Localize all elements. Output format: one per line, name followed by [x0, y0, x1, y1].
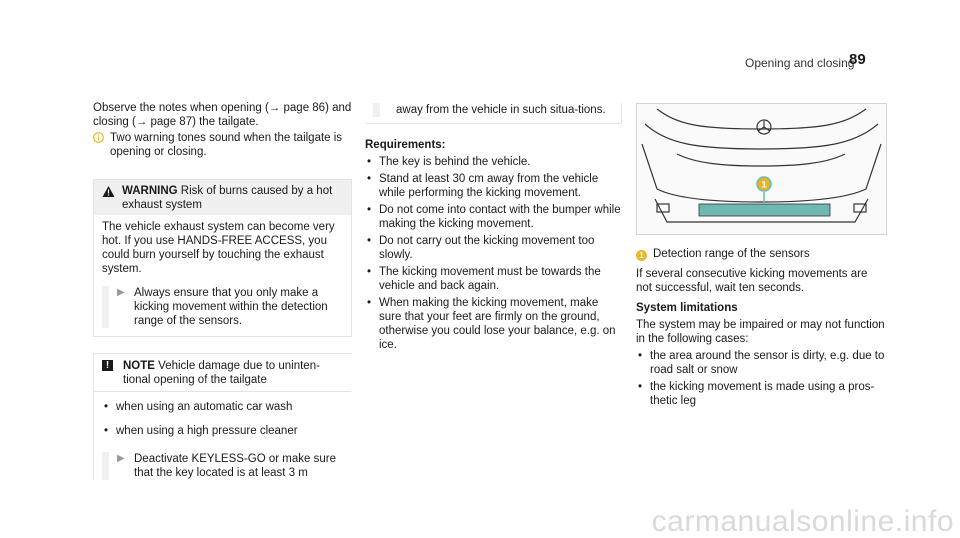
note-box	[93, 353, 351, 480]
vehicle-rear-drawing	[637, 104, 886, 234]
warning-title: Risk of burns caused by a hot exhaust system	[122, 185, 333, 211]
requirements-list	[365, 155, 623, 352]
action-bar	[102, 452, 109, 480]
limitations-list	[636, 349, 886, 408]
warning-triangle-icon	[102, 185, 115, 198]
list-item: • the area around the sensor is dirty, e.g. due to road salt or snow	[636, 349, 886, 377]
warning-body	[94, 215, 351, 336]
note-title: Vehicle damage due to uninten-tional opening of the tailgate	[123, 360, 320, 386]
caption	[636, 247, 886, 261]
illustration-callout: 1	[761, 179, 767, 190]
list-item: • Stand at least 30 cm away from the vehicle while performing the kicking movement.	[365, 172, 623, 200]
section-title: Opening and closing	[745, 56, 855, 70]
note-header	[94, 354, 351, 392]
page-number: 89	[849, 51, 866, 68]
warning-action-text: Always ensure that you only make a kicking movement within the detection range of the sensors.	[134, 287, 328, 327]
warning-label: WARNING	[122, 185, 178, 197]
list-item: • when using a high pressure cleaner	[102, 424, 343, 438]
column-right	[636, 103, 886, 408]
note-continued	[365, 103, 622, 124]
column-middle	[365, 103, 623, 352]
action-arrow-icon: ▶	[117, 287, 125, 298]
action-arrow-icon: ▶	[117, 453, 125, 464]
caption-text: Detection range of the sensors	[653, 248, 810, 260]
callout-badge: 1	[636, 250, 647, 261]
note-action-text: Deactivate KEYLESS-GO or make sure that the key located is at least 3 m	[134, 453, 336, 479]
requirements-heading: Requirements:	[365, 139, 446, 151]
warning-action	[102, 286, 343, 328]
limitations-intro: The system may be impaired or may not function in the following cases:	[636, 319, 885, 345]
note-body	[94, 392, 351, 480]
vehicle-rear-illustration	[636, 103, 887, 235]
list-item: • the kicking movement is made using a pros-thetic leg	[636, 380, 886, 408]
list-item: • The kicking movement must be towards the vehicle and back again.	[365, 265, 623, 293]
note-bullets	[102, 400, 343, 438]
note-continued-text: away from the vehicle in such situa-tions.	[396, 104, 606, 116]
action-bar	[102, 286, 109, 328]
list-item: • Do not come into contact with the bumper while making the kicking movement.	[365, 203, 623, 231]
limitations-heading: System limitations	[636, 302, 738, 314]
paragraph: If several consecutive kicking movements are not successful, wait ten seconds.	[636, 268, 868, 294]
note-exclamation-icon: !	[102, 360, 113, 371]
info-icon	[93, 132, 104, 143]
watermark: carmanualsonline.info	[651, 505, 954, 538]
list-item: • When making the kicking movement, make sure that your feet are firmly on the ground, otherwise you could lose your balance, e.g. on ice.	[365, 296, 623, 352]
warning-heading	[122, 184, 343, 212]
intro-text: Observe the notes when opening (→ page 86) and closing (→ page 87) the tailgate.	[93, 102, 352, 128]
list-item: • Do not carry out the kicking movement too slowly.	[365, 234, 623, 262]
note-label: NOTE	[123, 360, 155, 372]
column-left	[93, 101, 353, 480]
warning-text: The vehicle exhaust system can become very hot. If you use HANDS-FREE ACCESS, you could burn yourself by touching the exhaust system.	[102, 221, 335, 275]
action-bar	[373, 103, 380, 117]
info-text: Two warning tones sound when the tailgate is opening or closing.	[110, 132, 343, 158]
list-item: • when using an automatic car wash	[102, 400, 343, 414]
warning-box	[93, 179, 352, 337]
note-action	[102, 452, 343, 480]
warning-header	[94, 180, 351, 215]
info-note	[93, 131, 353, 159]
list-item: • The key is behind the vehicle.	[365, 155, 623, 169]
note-heading	[123, 359, 343, 387]
